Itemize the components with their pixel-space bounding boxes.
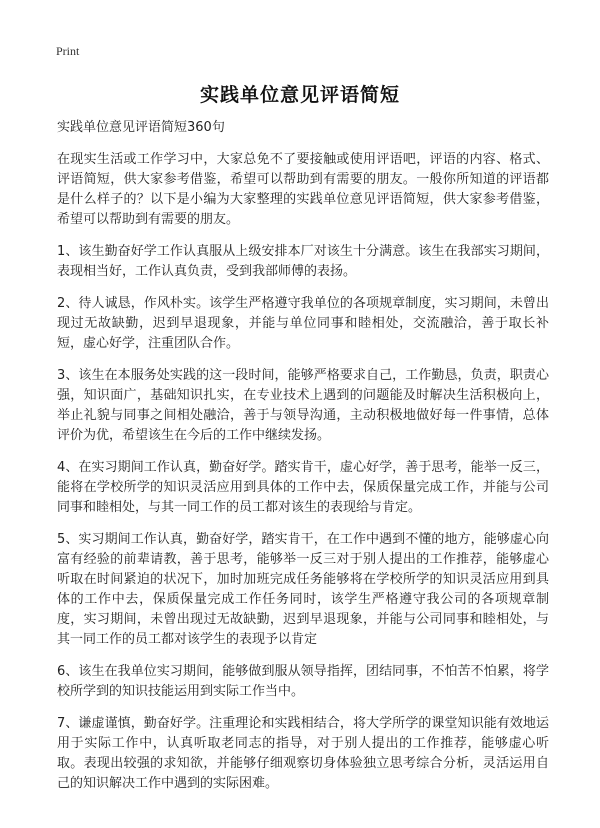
comment-paragraph-7: 7、谦虚谨慎，勤奋好学。注重理论和实践相结合，将大学所学的课堂知识能有效地运用于实际工作中，认真听取老同志的指导，对于别人提出的工作推荐，能够虚心听取。表现出较强的求知欲，并能够仔细观察切身体验独立思考综合分析，灵活运用自己的知识解决工作中遇到的实际困难。 bbox=[57, 716, 549, 791]
comment-paragraph-2: 2、待人诚恳，作风朴实。该学生严格遵守我单位的各项规章制度，实习期间，未曾出现过无故缺勤，迟到早退现象，并能与单位同事和睦相处，交流融洽，善于取长补短，虚心好学，注重团队合作。 bbox=[57, 296, 549, 351]
page-title: 实践单位意见评语简短 bbox=[199, 84, 400, 106]
comment-paragraph-3: 3、该生在本服务处实践的这一段时间，能够严格要求自己，工作勤恳，负责，职责心强，知识面广，基础知识扎实，在专业技术上遇到的问题能及时解决生活积极向上，举止礼貌与同事之间相处融洽，善于与领导沟通，主动积极地做好每一件事情，总体评价为优，希望该生在今后的工作中继续发扬。 bbox=[57, 368, 549, 443]
intro-paragraph: 在现实生活或工作学习中，大家总免不了要接触或使用评语吧，评语的内容、格式、评语简短，供大家参考借鉴，希望可以帮助到有需要的朋友。一般你所知道的评语都是什么样子的？以下是小编为大家整理的实践单位意见评语简短，供大家参考借鉴，希望可以帮助到有需要的朋友。 bbox=[57, 152, 549, 227]
comment-paragraph-1: 1、该生勤奋好学工作认真服从上级安排本厂对该生十分满意。该生在我部实习期间，表现相当好，工作认真负责，受到我部师傅的表扬。 bbox=[57, 244, 549, 279]
document-body bbox=[57, 118, 549, 806]
comment-paragraph-4: 4、在实习期间工作认真，勤奋好学。踏实肯干，虚心好学，善于思考，能举一反三，能将在学校所学的知识灵活应用到具体的工作中去，保质保量完成工作，并能与公司同事和睦相处，与其一同工作的员工都对该生的表现给与肯定。 bbox=[57, 460, 549, 515]
comment-paragraph-6: 6、该生在我单位实习期间，能够做到服从领导指挥，团结同事，不怕苦不怕累，将学校所学到的知识技能运用到实际工作当中。 bbox=[57, 664, 549, 699]
comment-paragraph-5: 5、实习期间工作认真，勤奋好学，踏实肯干，在工作中遇到不懂的地方，能够虚心向富有经验的前辈请教，善于思考，能够举一反三对于别人提出的工作推荐，能够虚心听取在时间紧迫的状况下，加时加班完成任务能够将在学校所学的知识灵活应用到具体的工作中去，保质保量完成工作任务同时，该学生严格遵守我公司的各项规章制度，实习期间，未曾出现过无故缺勤，迟到早退现象，并能与公司同事和睦相处，与其一同工作的员工都对该学生的表现予以肯定 bbox=[57, 532, 549, 647]
document-subtitle: 实践单位意见评语简短360句 bbox=[57, 120, 225, 135]
print-link[interactable]: Print bbox=[56, 44, 80, 58]
